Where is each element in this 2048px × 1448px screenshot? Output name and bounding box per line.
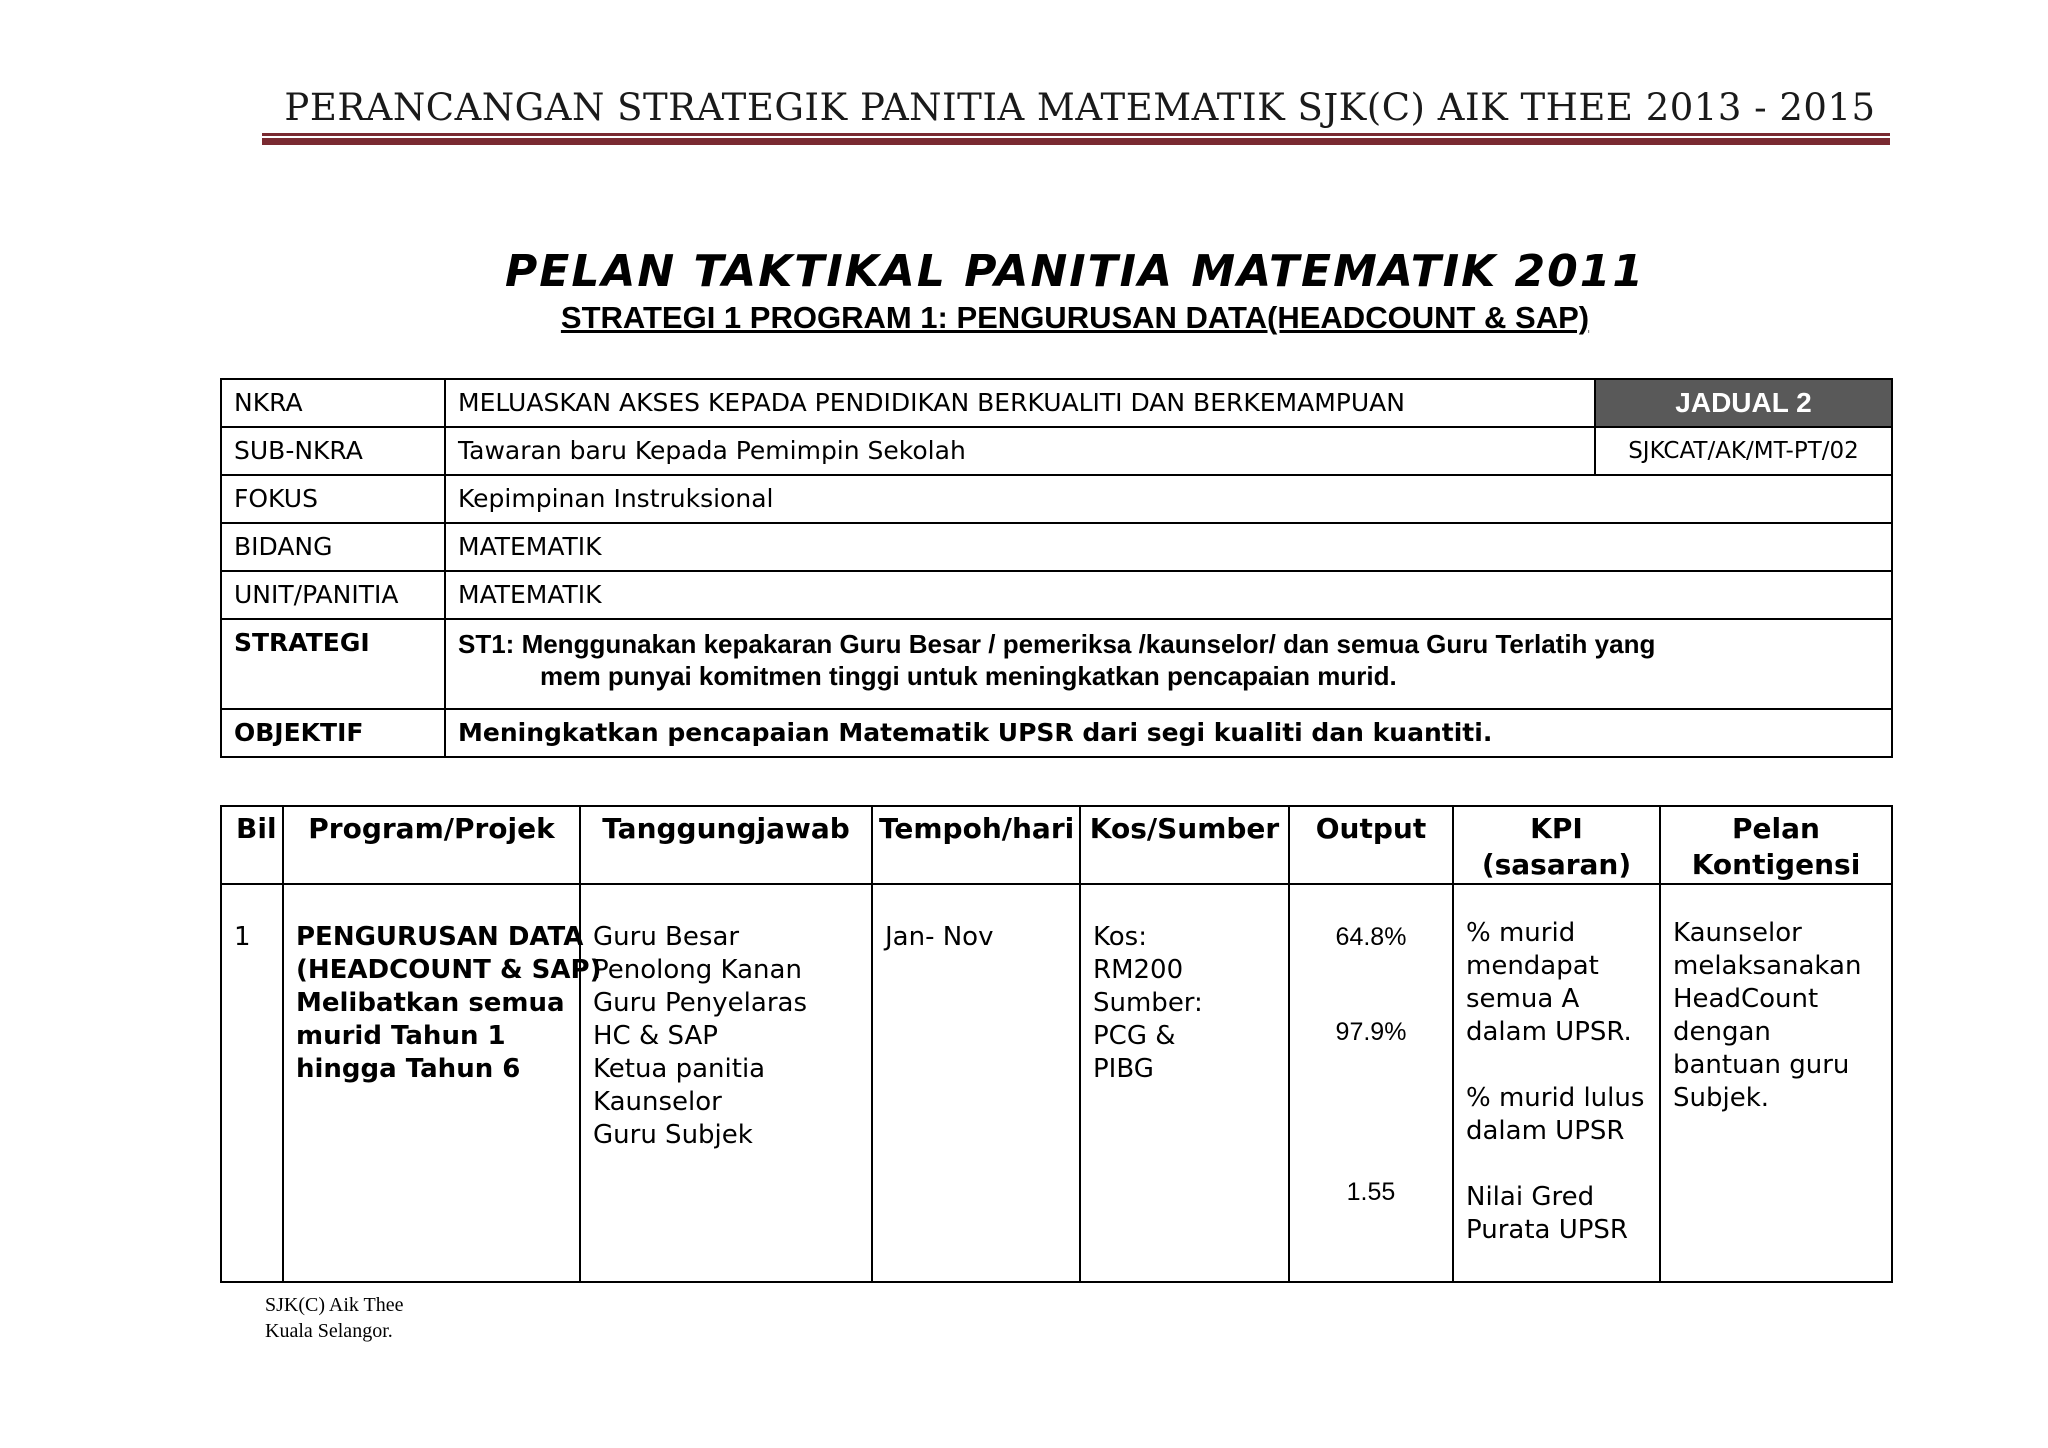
header-kpi-line-1: KPI [1530,812,1583,845]
pelan-line: dengan [1673,1017,1771,1047]
kpi-line: semua A [1466,984,1580,1014]
kpi-line: Purata UPSR [1466,1215,1628,1245]
pelan-line: bantuan guru [1673,1050,1850,1080]
header-pelan-line-1: Pelan [1732,812,1820,845]
cell-tempoh: Jan- Nov [872,884,1080,1282]
header-rule-thick [262,138,1890,145]
program-table [220,805,1893,1283]
info-row-nkra [221,379,1892,427]
kpi-line: dalam UPSR. [1466,1017,1632,1047]
kpi-spacer [1466,1148,1647,1181]
program-line: Melibatkan semua [296,988,565,1018]
program-table-header [221,806,1892,884]
reference-code: SJKCAT/AK/MT-PT/02 [1595,427,1892,475]
program-line: hingga Tahun 6 [296,1054,521,1084]
header-pelan [1660,806,1892,884]
objektif-value: Meningkatkan pencapaian Matematik UPSR dari segi kualiti dan kuantiti. [445,709,1892,757]
tanggungjawab-line: Kaunselor [593,1087,722,1117]
document-header-title: PERANCANGAN STRATEGIK PANITIA MATEMATIK SJK(C) AIK THEE 2013 - 2015 [284,86,1876,129]
output-value: 97.9% [1335,1018,1407,1046]
header-tempoh: Tempoh/hari [872,806,1080,884]
info-table [220,378,1893,758]
cell-pelan [1660,884,1892,1282]
output-value: 1.55 [1346,1178,1396,1206]
tanggungjawab-line: Penolong Kanan [593,955,802,985]
header-pelan-line-2: Kontigensi [1691,848,1861,881]
info-row-bidang [221,523,1892,571]
subnkra-label: SUB-NKRA [221,427,445,475]
pelan-line: melaksanakan [1673,951,1862,981]
kos-line: Sumber: [1093,988,1203,1018]
strategi-line-2: mem punyai komitmen tinggi untuk meningkatkan pencapaian murid. [540,661,1397,691]
header-kos: Kos/Sumber [1080,806,1289,884]
tanggungjawab-line: Guru Subjek [593,1120,753,1150]
pelan-line: Kaunselor [1673,918,1802,948]
tanggungjawab-line: Guru Penyelaras [593,988,807,1018]
kpi-line: % murid [1466,918,1576,948]
kos-line: Kos: [1093,922,1147,952]
info-row-fokus [221,475,1892,523]
kos-line: PIBG [1093,1054,1154,1084]
cell-kos [1080,884,1289,1282]
cell-tanggungjawab [580,884,872,1282]
plan-subtitle: STRATEGI 1 PROGRAM 1: PENGURUSAN DATA(HEADCOUNT & SAP) [560,300,1590,335]
header-kpi [1453,806,1660,884]
bidang-value: MATEMATIK [445,523,1892,571]
info-row-objektif [221,709,1892,757]
info-row-strategi [221,619,1892,709]
cell-output [1289,884,1453,1282]
tanggungjawab-line: HC & SAP [593,1021,718,1051]
kpi-line: mendapat [1466,951,1599,981]
pelan-line: HeadCount [1673,984,1819,1014]
kpi-spacer [1466,1049,1647,1082]
strategi-label: STRATEGI [221,619,445,709]
tanggungjawab-line: Ketua panitia [593,1054,766,1084]
nkra-label: NKRA [221,379,445,427]
header-tanggungjawab: Tanggungjawab [580,806,872,884]
fokus-label: FOKUS [221,475,445,523]
output-value: 64.8% [1335,923,1407,951]
nkra-value: MELUASKAN AKSES KEPADA PENDIDIKAN BERKUALITI DAN BERKEMAMPUAN [445,379,1595,427]
tanggungjawab-line: Guru Besar [593,922,740,952]
kos-line: PCG & [1093,1021,1176,1051]
objektif-label: OBJEKTIF [221,709,445,757]
cell-bil: 1 [221,884,283,1282]
kpi-line: Nilai Gred [1466,1182,1595,1212]
kpi-line: % murid lulus [1466,1083,1645,1113]
info-row-subnkra [221,427,1892,475]
pelan-line: Subjek. [1673,1083,1770,1113]
table-row [221,884,1892,1282]
info-row-unit [221,571,1892,619]
jadual-badge: JADUAL 2 [1595,379,1892,427]
program-line: (HEADCOUNT & SAP) [296,955,602,985]
header-bil: Bil [221,806,283,884]
kpi-line: dalam UPSR [1466,1116,1625,1146]
cell-kpi [1453,884,1660,1282]
bidang-label: BIDANG [221,523,445,571]
program-line: murid Tahun 1 [296,1021,506,1051]
plan-title: PELAN TAKTIKAL PANITIA MATEMATIK 2011 [505,246,1645,297]
cell-program [283,884,602,1282]
header-output: Output [1289,806,1453,884]
header-rule-thin [262,133,1890,136]
program-line: PENGURUSAN DATA [296,922,584,952]
footer [265,1292,404,1344]
header-program: Program/Projek [283,806,580,884]
subnkra-value: Tawaran baru Kepada Pemimpin Sekolah [445,427,1595,475]
strategi-line-1: ST1: Menggunakan kepakaran Guru Besar / pemeriksa /kaunselor/ dan semua Guru Terlatih yang [458,629,1656,659]
footer-location: Kuala Selangor. [265,1320,393,1342]
kos-line: RM200 [1093,955,1184,985]
unit-value: MATEMATIK [445,571,1892,619]
header-kpi-line-2: (sasaran) [1481,848,1632,881]
fokus-value: Kepimpinan Instruksional [445,475,1892,523]
strategi-value [445,619,1892,709]
unit-label: UNIT/PANITIA [221,571,445,619]
footer-school: SJK(C) Aik Thee [265,1294,404,1316]
